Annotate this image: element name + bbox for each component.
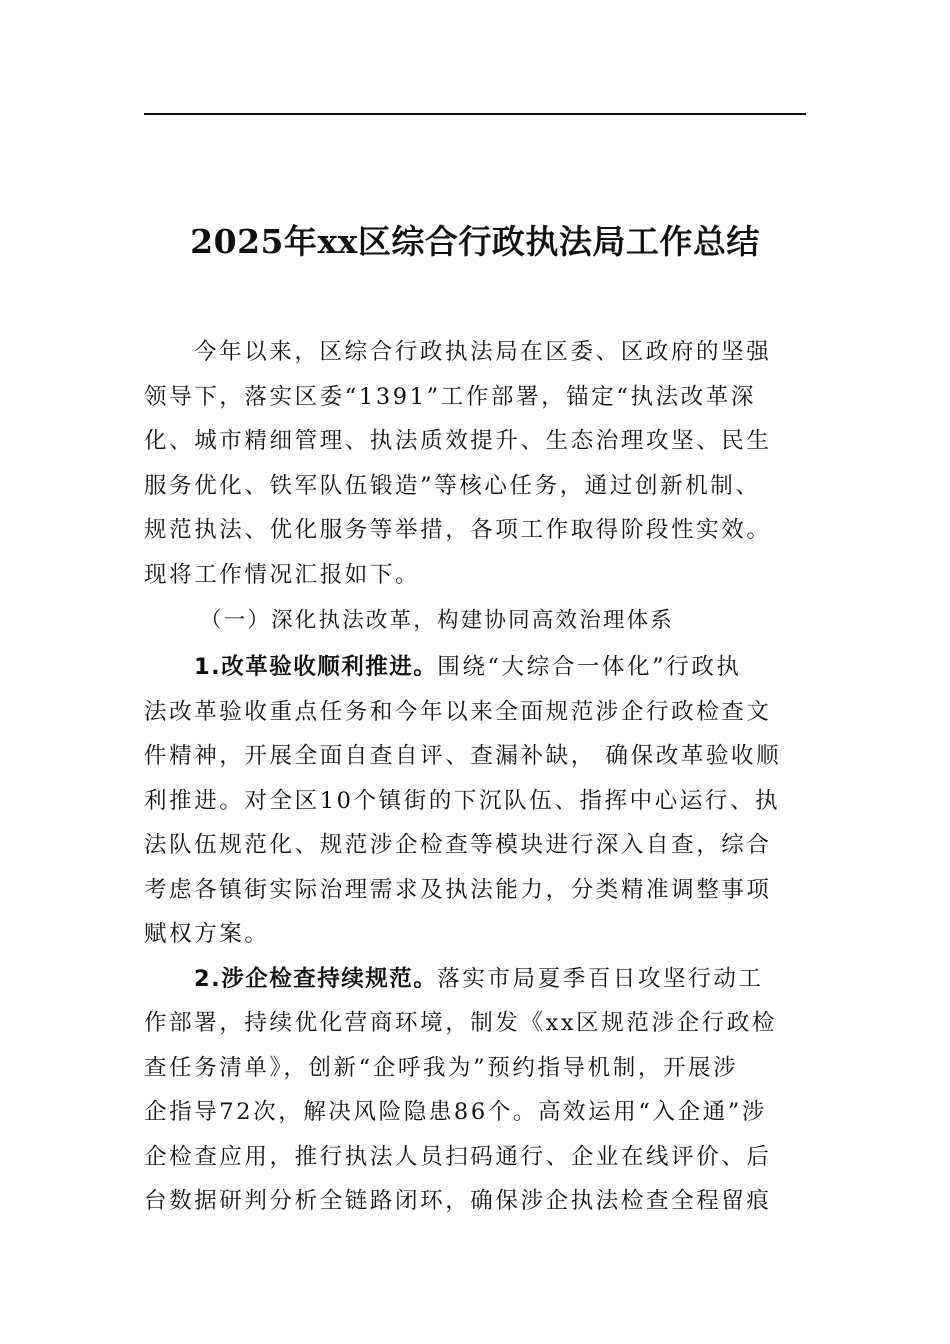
item-2-line: 作部署，持续优化营商环境，制发《xx区规范涉企行政检 bbox=[144, 1010, 777, 1036]
item-1-lead: 1.改革验收顺利推进。 bbox=[194, 654, 438, 680]
item-2-line: 企指导72次，解决风险隐患86个。高效运用“入企通”涉 bbox=[144, 1099, 767, 1125]
item-1-line: 赋权方案。 bbox=[144, 921, 270, 947]
item-1-first-line bbox=[144, 645, 806, 690]
intro-line: 规范执法、优化服务等举措，各项工作取得阶段性实效。 bbox=[144, 517, 772, 543]
item-2-line: 查任务清单》，创新“企呼我为”预约指导机制，开展涉 bbox=[144, 1054, 739, 1081]
item-1-first-text: 围绕“大综合一体化”行政执 bbox=[437, 654, 742, 680]
item-1-line: 考虑各镇街实际治理需求及执法能力，分类精准调整事项 bbox=[144, 876, 772, 903]
item-2-lead: 2.涉企检查持续规范。 bbox=[194, 965, 438, 992]
item-2-first-text: 落实市局夏季百日攻坚行动工 bbox=[437, 965, 764, 992]
item-2-first-line bbox=[144, 957, 806, 1002]
intro-line: 服务优化、铁军队伍锻造”等核心任务，通过创新机制、 bbox=[144, 472, 761, 499]
intro-line: 现将工作情况汇报如下。 bbox=[144, 561, 421, 588]
document-title: 2025年xx区综合行政执法局工作总结 bbox=[190, 222, 760, 262]
item-1-paragraph bbox=[144, 645, 806, 957]
item-2-paragraph bbox=[144, 957, 806, 1224]
document-body bbox=[144, 330, 806, 1224]
section-heading: （一）深化执法改革，构建协同高效治理体系 bbox=[200, 608, 675, 633]
item-1-line: 法改革验收重点任务和今年以来全面规范涉企行政检查文 bbox=[144, 698, 772, 725]
intro-paragraph bbox=[144, 330, 806, 597]
header-rule bbox=[144, 113, 806, 115]
intro-line: 领导下，落实区委“1391”工作部署，锚定“执法改革深 bbox=[144, 383, 756, 410]
item-2-line: 企检查应用，推行执法人员扫码通行、企业在线评价、后 bbox=[144, 1143, 772, 1170]
item-1-line: 件精神，开展全面自查自评、查漏补缺， 确保改革验收顺 bbox=[144, 743, 782, 769]
intro-line: 今年以来，区综合行政执法局在区委、区政府的坚强 bbox=[194, 339, 772, 365]
item-1-line: 法队伍规范化、规范涉企检查等模块进行深入自查，综合 bbox=[144, 832, 772, 858]
item-1-line: 利推进。对全区10个镇街的下沉队伍、指挥中心运行、执 bbox=[144, 787, 781, 814]
intro-line: 化、城市精细管理、执法质效提升、生态治理攻坚、民生 bbox=[144, 428, 772, 454]
item-2-line: 台数据研判分析全链路闭环，确保涉企执法检查全程留痕 bbox=[144, 1188, 772, 1214]
